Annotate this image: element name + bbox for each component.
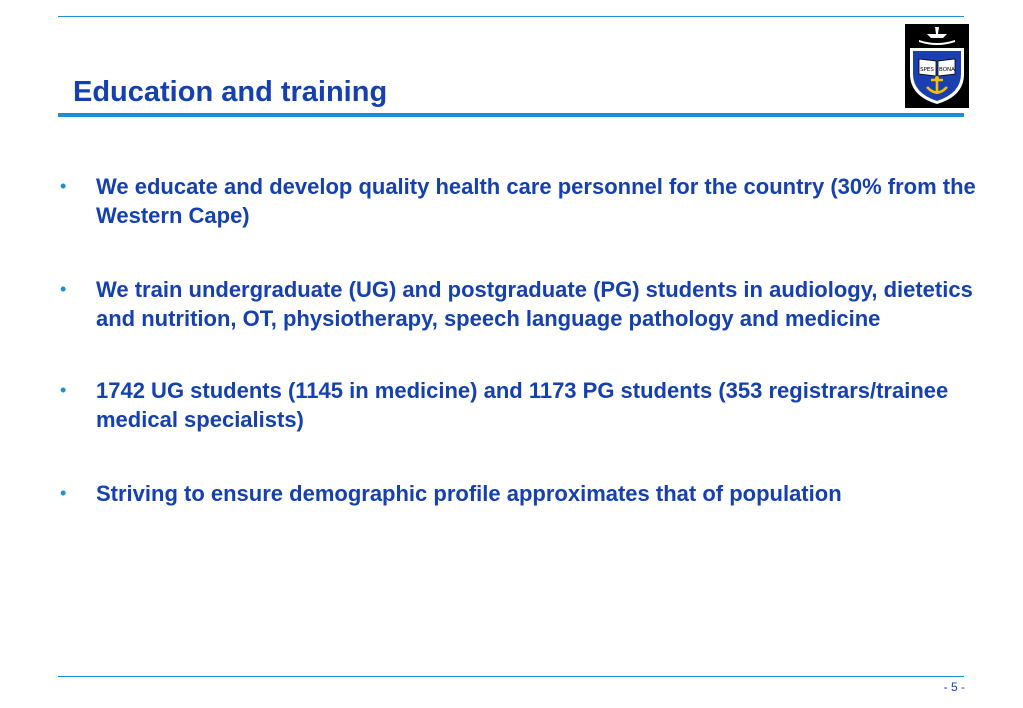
page-number: - 5 - xyxy=(943,680,965,694)
top-divider xyxy=(58,16,964,17)
bullet-list xyxy=(60,172,990,553)
svg-text:BONA: BONA xyxy=(939,67,955,73)
bullet-marker: • xyxy=(60,380,67,400)
svg-text:SPES: SPES xyxy=(920,67,934,73)
bullet-item xyxy=(60,275,990,333)
bullet-text: We train undergraduate (UG) and postgraduate (PG) students in audiology, dietetics and nutrition, OT, physiotherapy, speech language pathology and medicine xyxy=(96,277,973,331)
bullet-item xyxy=(60,376,990,434)
title-underline xyxy=(58,113,964,117)
bullet-marker: • xyxy=(60,483,67,503)
bullet-marker: • xyxy=(60,279,67,299)
bullet-marker: • xyxy=(60,176,67,196)
bottom-divider xyxy=(58,676,964,677)
bullet-text: Striving to ensure demographic profile approximates that of population xyxy=(96,481,842,506)
bullet-item xyxy=(60,479,990,508)
bullet-text: We educate and develop quality health care personnel for the country (30% from the Western Cape) xyxy=(96,174,976,228)
slide-title: Education and training xyxy=(73,76,388,108)
bullet-item xyxy=(60,172,990,230)
university-crest-icon xyxy=(905,24,969,108)
bullet-text: 1742 UG students (1145 in medicine) and 1173 PG students (353 registrars/trainee medical specialists) xyxy=(96,378,949,432)
